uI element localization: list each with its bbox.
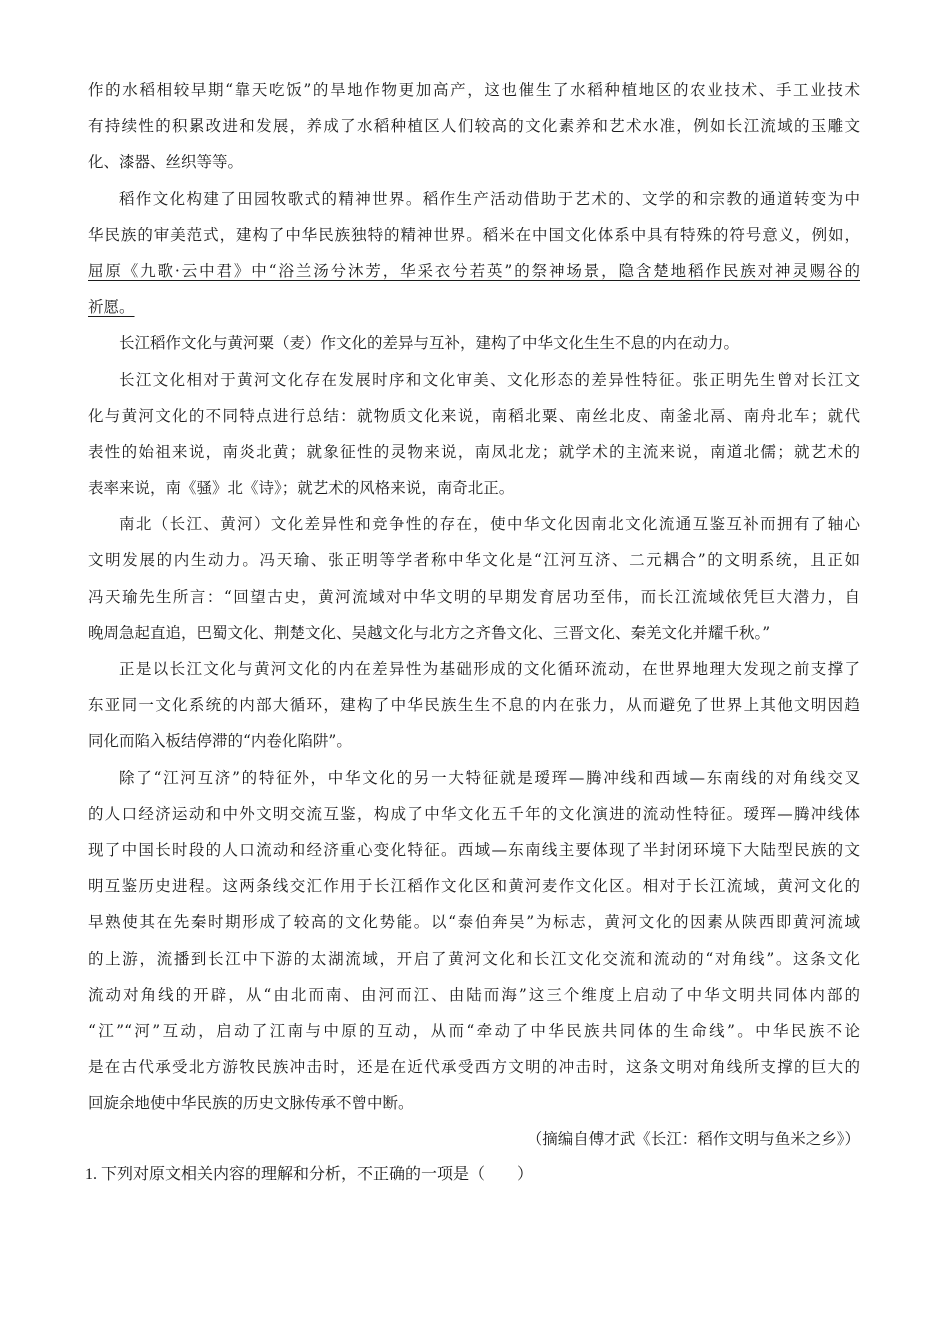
text-line: 流动对角线的开辟，从“由北而南、由河而江、由陆而海”这三个维度上启动了中华文明共同体内部的: [88, 985, 860, 1004]
question-1: 1. 下列对原文相关内容的理解和分析，不正确的一项是（ ）: [85, 1166, 534, 1184]
text-line: 有持续性的积累改进和发展，养成了水稻种植区人们较高的文化素养和艺术水准，例如长江流域的玉雕文: [88, 117, 860, 136]
text-line: 文明发展的内生动力。冯天瑜、张正明等学者称中华文化是“江河互济、二元耦合”的文明系统，且正如: [88, 551, 860, 570]
text-line: 表性的始祖来说，南炎北黄；就象征性的灵物来说，南凤北龙；就学术的主流来说，南道北儒；就艺术的: [88, 442, 860, 461]
underlined-text-line: [88, 289, 860, 325]
text-line: 化与黄河文化的不同特点进行总结：就物质文化来说，南稻北粟、南丝北皮、南釜北鬲、南舟北车；就代: [88, 406, 860, 425]
text-line: 现了中国长时段的人口流动和经济重心变化特征。西域—东南线主要体现了半封闭环境下大陆型民族的文: [88, 840, 860, 859]
text-line: 南北（长江、黄河）文化差异性和竞争性的存在，使中华文化因南北文化流通互鉴互补而拥有了轴心: [119, 515, 860, 534]
text-line: 同化而陷入板结停滞的“内卷化陷阱”。: [88, 732, 352, 751]
text-line: 晚周急起直追，巴蜀文化、荆楚文化、吴越文化与北方之齐鲁文化、三晋文化、秦羌文化并耀千秋。”: [88, 623, 771, 642]
underlined-text-line: [88, 253, 860, 289]
text-line: 正是以长江文化与黄河文化的内在差异性为基础形成的文化循环流动，在世界地理大发现之前支撑了: [119, 660, 860, 678]
text-line: 的上游，流播到长江中下游的太湖流域，开启了黄河文化和长江文化交流和流动的“对角线”。这条文化: [88, 949, 860, 968]
text-line: 东亚同一文化系统的内部大循环，建构了中华民族生生不息的内在张力，从而避免了世界上其他文明因趋: [88, 696, 860, 715]
text-line: 长江稻作文化与黄河粟（麦）作文化的差异与互补，建构了中华文化生生不息的内在动力。: [119, 334, 740, 353]
underlined-text: 屈原《九歌·云中君》中“浴兰汤兮沐芳，华采衣兮若英”的祭神场景，隐含楚地稻作民族对神灵赐谷的: [88, 261, 860, 280]
text-line: 是在古代承受北方游牧民族冲击时，还是在近代承受西方文明的冲击时，这条文明对角线所支撑的巨大的: [88, 1058, 860, 1077]
text-line: 作的水稻相较早期“靠天吃饭”的旱地作物更加高产，这也催生了水稻种植地区的农业技术、手工业技术: [88, 81, 860, 99]
text-line: 早熟使其在先秦时期形成了较高的文化势能。以“泰伯奔吴”为标志，黄河文化的因素从陕西即黄河流域: [88, 913, 860, 932]
text-line: 化、漆器、丝织等等。: [88, 153, 244, 172]
text-line: 稻作文化构建了田园牧歌式的精神世界。稻作生产活动借助于艺术的、文学的和宗教的通道转变为中: [119, 189, 860, 208]
text-line: 长江文化相对于黄河文化存在发展时序和文化审美、文化形态的差异性特征。张正明先生曾对长江文: [119, 370, 860, 389]
text-line: 表率来说，南《骚》北《诗》；就艺术的风格来说，南奇北正。: [88, 479, 515, 498]
document-page: [85, 72, 860, 1193]
text-line: 的人口经济运动和中外文明交流互鉴，构成了中华文化五千年的文化演进的流动性特征。瑷珲—腾冲线体: [88, 804, 860, 823]
text-line: 明互鉴历史进程。这两条线交汇作用于长江稻作文化区和黄河麦作文化区。相对于长江流域，黄河文化的: [88, 877, 860, 896]
source-citation: （摘编自傅才武《长江：稻作文明与鱼米之乡》）: [526, 1130, 860, 1149]
text-line: 华民族的审美范式，建构了中华民族独特的精神世界。稻米在中国文化体系中具有特殊的符号意义，例如，: [88, 225, 860, 244]
text-line: 冯天瑜先生所言：“回望古史，黄河流域对中华文明的早期发育居功至伟，而长江流域依凭巨大潜力，自: [88, 587, 860, 606]
text-line: 回旋余地使中华民族的历史文脉传承不曾中断。: [88, 1094, 414, 1113]
text-line: 除了“江河互济”的特征外，中华文化的另一大特征就是瑷珲—腾冲线和西域—东南线的对角线交叉: [119, 768, 860, 787]
underlined-text: 祈愿。: [88, 298, 135, 317]
text-line: “江”“河”互动，启动了江南与中原的互动，从而“牵动了中华民族共同体的生命线”。中华民族不论: [88, 1021, 860, 1040]
